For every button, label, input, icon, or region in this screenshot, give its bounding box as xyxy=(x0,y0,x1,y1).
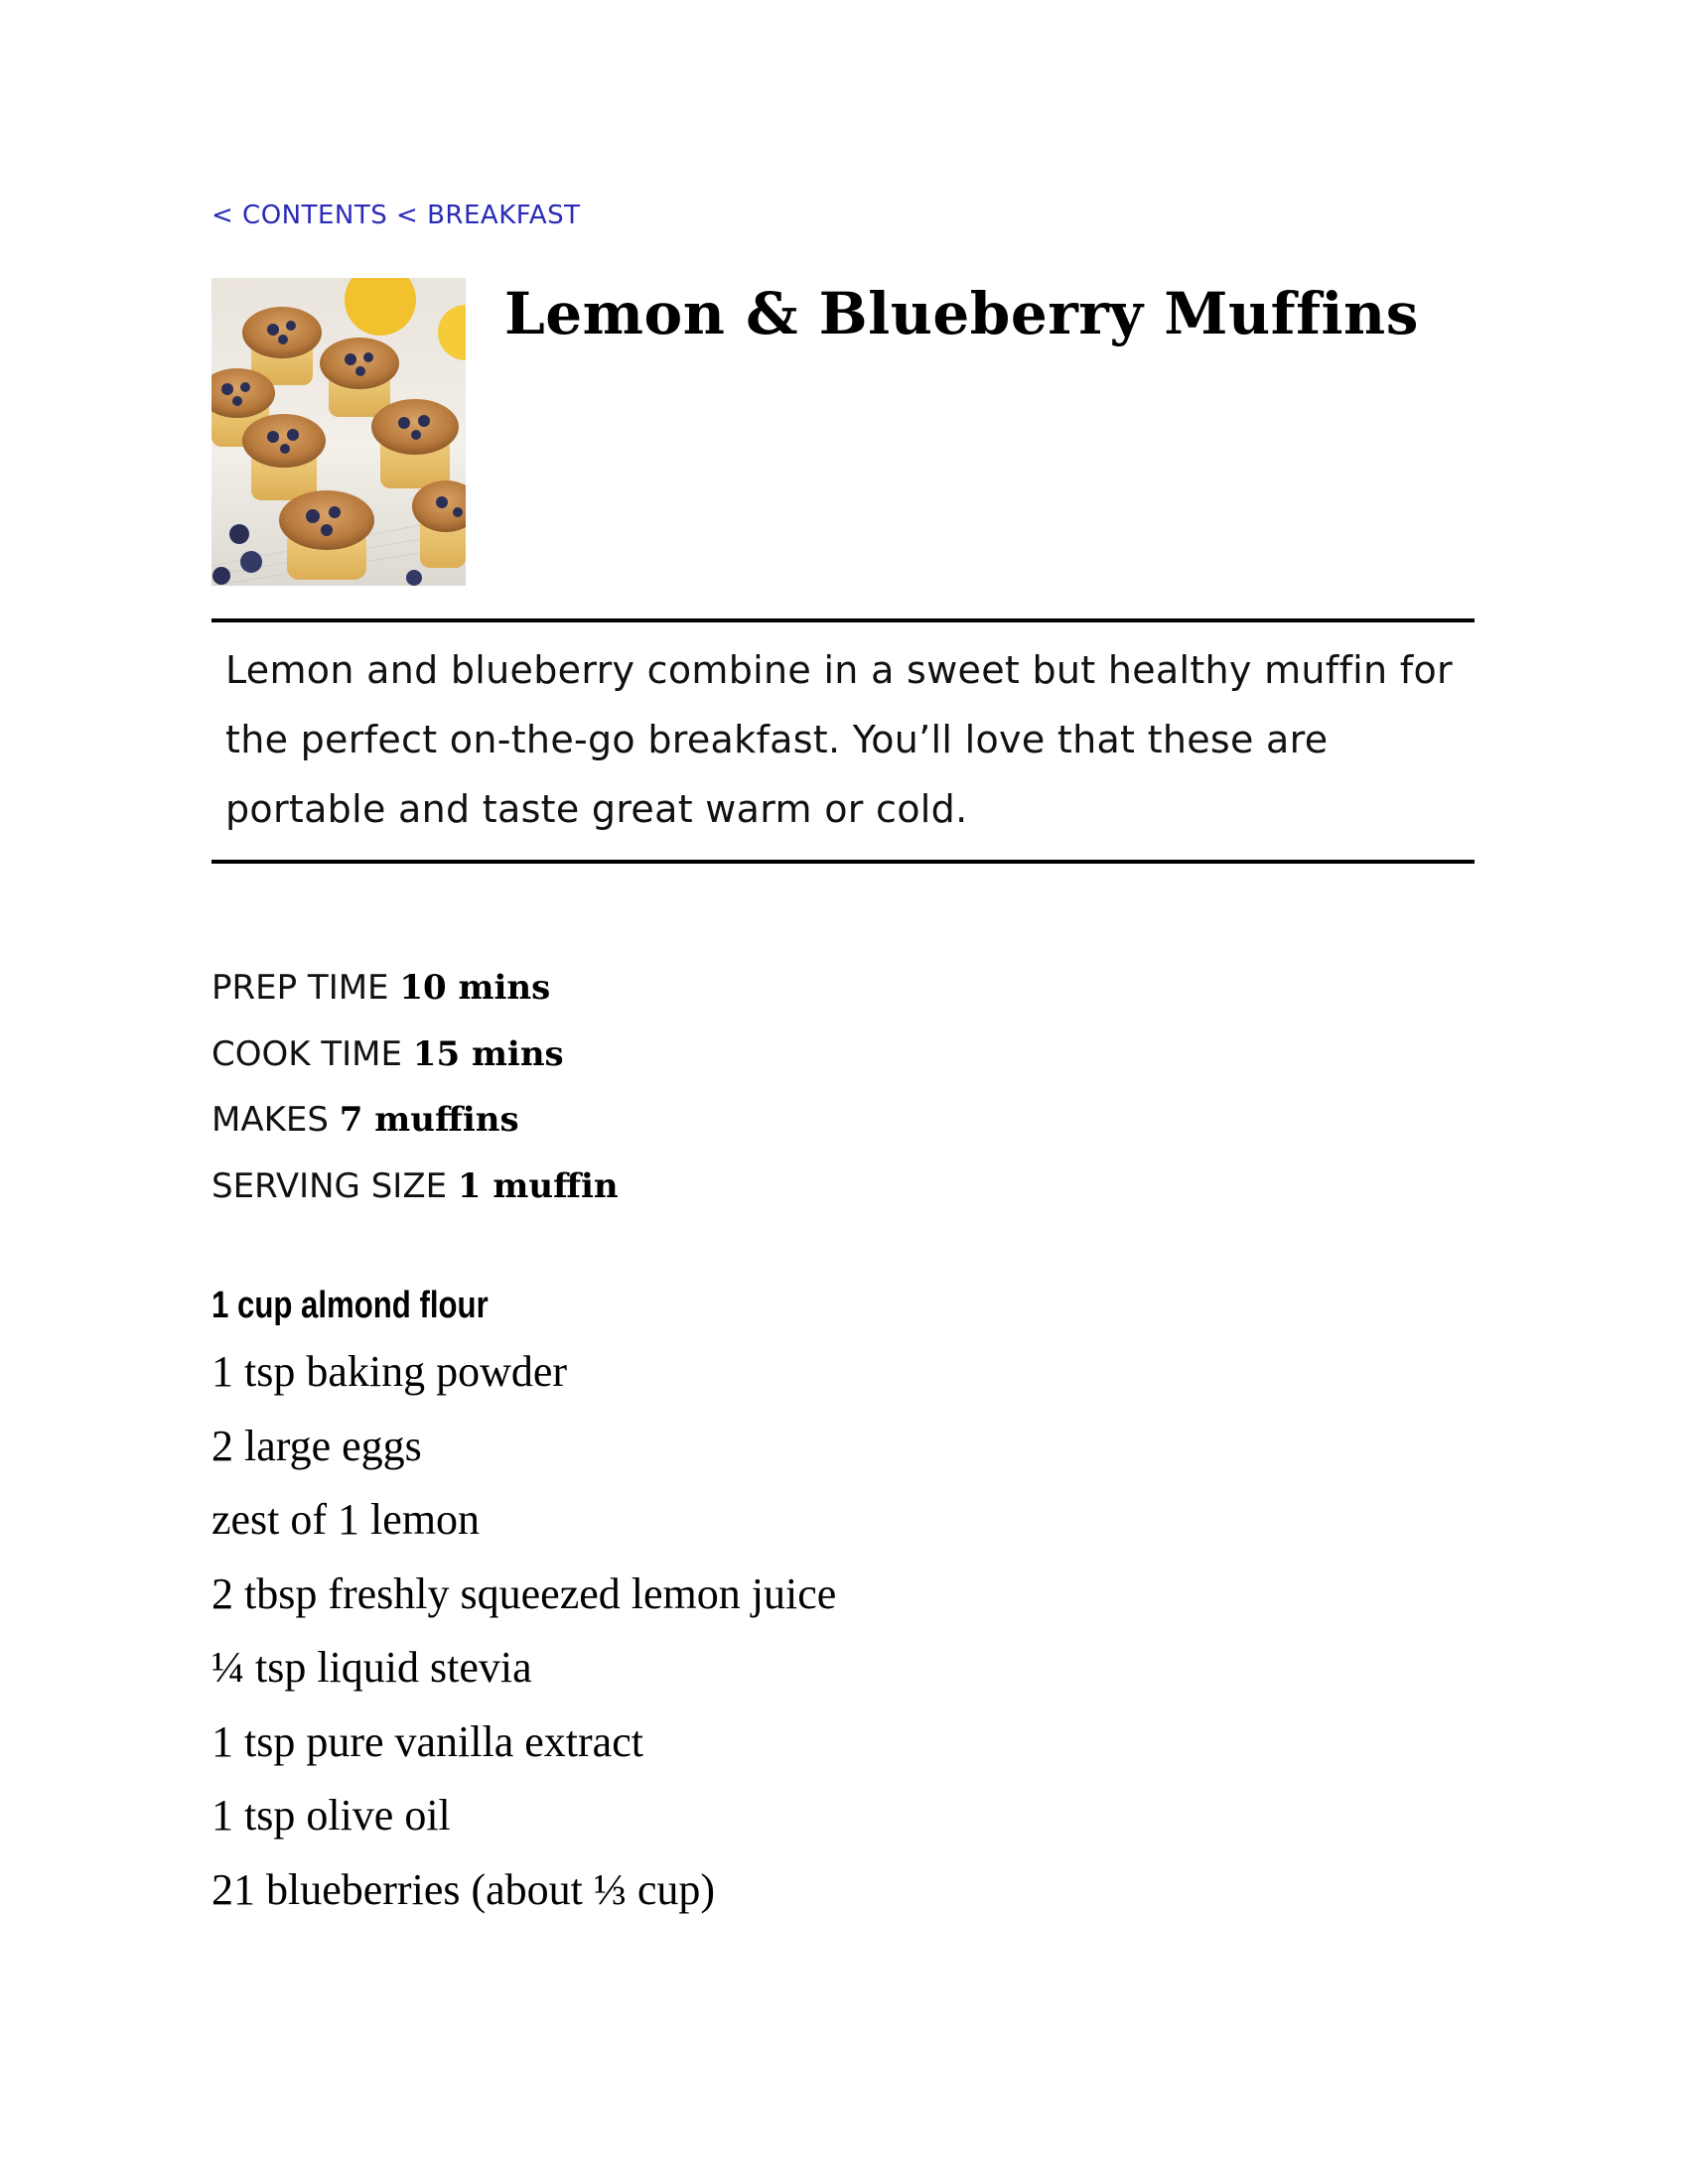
ingredient-item: 1 tsp olive oil xyxy=(211,1791,451,1840)
ingredient-list xyxy=(211,1276,836,1927)
recipe-title: Lemon & Blueberry Muffins xyxy=(504,280,1419,347)
divider-bottom xyxy=(211,860,1475,864)
makes xyxy=(211,1087,619,1154)
ingredient-item: 1 tsp baking powder xyxy=(211,1347,568,1396)
breadcrumb-contents-link[interactable]: < CONTENTS xyxy=(211,201,388,230)
recipe-photo xyxy=(211,278,466,586)
meta-value: 1 muffin xyxy=(457,1165,619,1206)
breadcrumb-separator xyxy=(387,201,396,230)
divider-top xyxy=(211,618,1475,622)
ingredient-item: 2 tbsp freshly squeezed lemon juice xyxy=(211,1569,837,1618)
meta-label: COOK TIME xyxy=(211,1033,402,1074)
meta-value: 15 mins xyxy=(412,1033,564,1074)
cook-time xyxy=(211,1022,619,1088)
meta-label: SERVING SIZE xyxy=(211,1165,448,1206)
recipe-meta xyxy=(211,955,619,1219)
ingredient-item: 1 cup almond flour xyxy=(211,1285,489,1326)
meta-value: 7 muffins xyxy=(339,1100,519,1140)
ingredient-item: zest of 1 lemon xyxy=(211,1495,481,1544)
ingredient-item: ¼ tsp liquid stevia xyxy=(211,1643,532,1692)
meta-label: MAKES xyxy=(211,1100,329,1140)
serving-size xyxy=(211,1154,619,1220)
breadcrumb-breakfast-link[interactable]: < BREAKFAST xyxy=(396,201,581,230)
meta-value: 10 mins xyxy=(399,968,551,1008)
breadcrumb xyxy=(211,201,581,230)
ingredient-item: 21 blueberries (about ⅓ cup) xyxy=(211,1864,716,1914)
prep-time xyxy=(211,955,619,1022)
muffins-illustration xyxy=(211,278,466,586)
recipe-description: Lemon and blueberry combine in a sweet but healthy muffin for the perfect on-the-go breakfast. You’ll love that these are portable and taste great warm or cold. xyxy=(225,648,1453,831)
ingredient-item: 2 large eggs xyxy=(211,1421,422,1470)
meta-label: PREP TIME xyxy=(211,968,389,1008)
ingredient-item: 1 tsp pure vanilla extract xyxy=(211,1716,643,1766)
